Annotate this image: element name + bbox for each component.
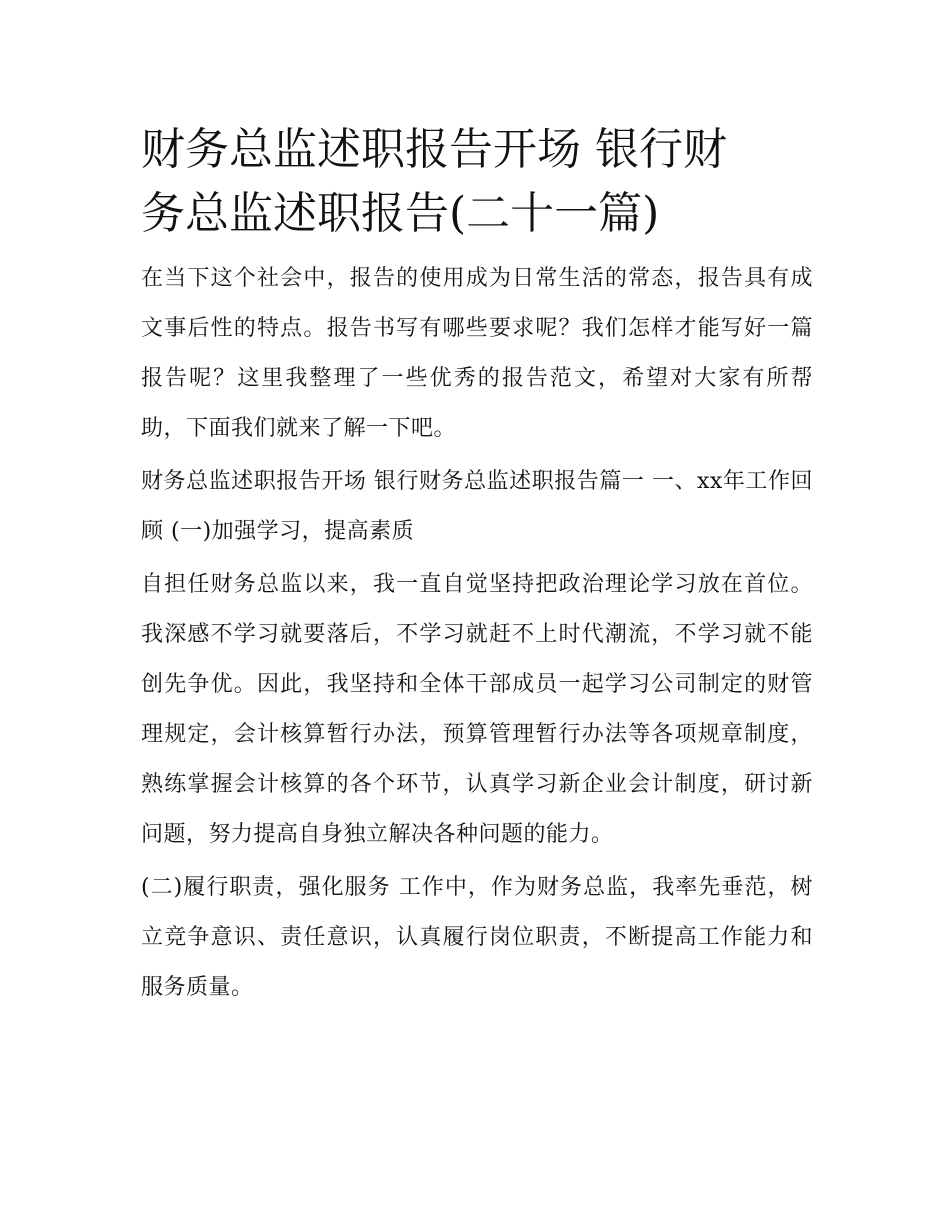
document-title: 财务总监述职报告开场 银行财 务总监述职报告(二十一篇) — [141, 124, 727, 239]
document-body — [141, 118, 813, 1016]
paragraph-section-heading: 财务总监述职报告开场 银行财务总监述职报告篇一 一、xx年工作回顾 (一)加强学习，提高素质 — [141, 469, 813, 544]
paragraph-study: 自担任财务总监以来，我一直自觉坚持把政治理论学习放在首位。我深感不学习就要落后，不学习就赶不上时代潮流，不学习就不能创先争优。因此，我坚持和全体干部成员一起学习公司制定的财管理规定，会计核算暂行办法，预算管理暂行办法等各项规章制度，熟练掌握会计核算的各个环节，认真学习新企业会计制度，研讨新问题，努力提高自身独立解决各种问题的能力。 — [141, 572, 813, 847]
paragraph-duties: (二)履行职责，强化服务 工作中，作为财务总监，我率先垂范，树立竞争意识、责任意识，认真履行岗位职责，不断提高工作能力和服务质量。 — [141, 875, 813, 1000]
paragraph-intro: 在当下这个社会中，报告的使用成为日常生活的常态，报告具有成文事后性的特点。报告书写有哪些要求呢？我们怎样才能写好一篇报告呢？这里我整理了一些优秀的报告范文，希望对大家有所帮助，下面我们就来了解一下吧。 — [141, 266, 813, 441]
